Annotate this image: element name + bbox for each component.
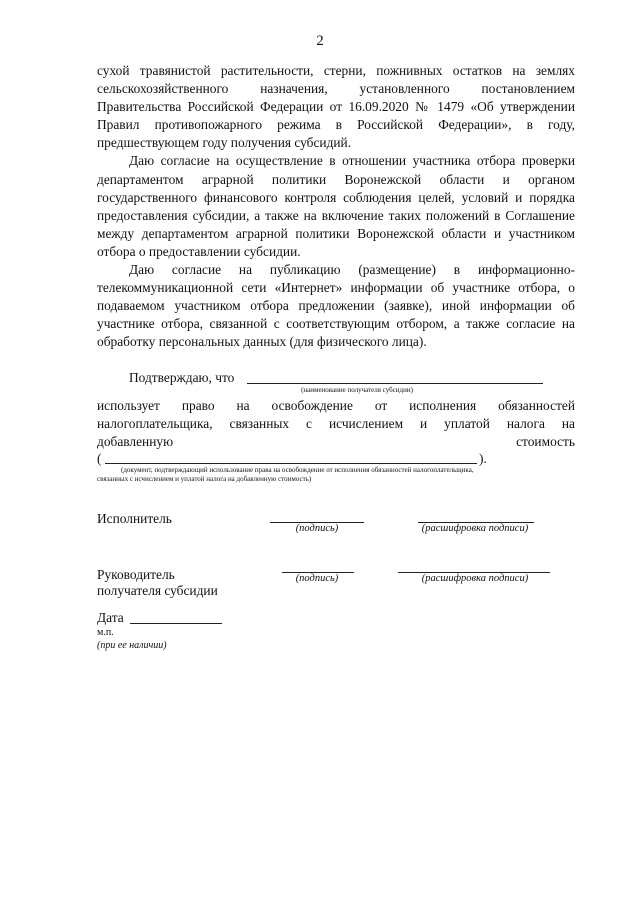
confirm-label: Подтверждаю, что — [129, 370, 235, 385]
document-caption-line-2: связанных с исчислением и уплатой налога на добавленную стоимость) — [97, 475, 312, 483]
paragraph-fire-regime: сухой травянистой растительности, стерни, пожнивных остатков на землях сельскохозяйственного назначения, установленного постановлением Правительства Российской Федерации от 16.09.2020 № 1479 «Об утверждении Правил противопожарного режима в Российской Федерации», в году, предшествующем году получения субсидий. — [97, 63, 575, 151]
executor-signature-caption: (подпись) — [295, 523, 339, 534]
vat-word-left: добавленную — [97, 434, 174, 449]
open-paren: ( — [97, 451, 102, 466]
close-paren: ). — [479, 451, 487, 466]
stamp-label: м.п. — [97, 627, 114, 638]
document-blank — [105, 463, 477, 464]
document-caption-line-1: (документ, подтверждающий использование права на освобождение от исполнения обязанностей налогоплательщика, — [121, 466, 474, 474]
stamp-note: (при ее наличии) — [97, 640, 167, 651]
uses-right-text: использует право на освобождение от исполнения обязанностей налогоплательщика, связанных с исчислением и уплатой налога на — [97, 398, 575, 432]
vat-word-right: стоимость — [516, 434, 575, 449]
paragraph-consent-publication: Даю согласие на публикацию (размещение) в информационно-телекоммуникационной сети «Интернет» информации об участнике отбора, о подаваемом участником отбора предложении (заявке), иной информации об участнике отбора, связанной с соответствующим отбором, а также согласие на обработку персональных данных (для физического лица). — [97, 262, 575, 350]
head-label-line-1: Руководитель — [97, 567, 175, 582]
date-label: Дата — [97, 610, 124, 625]
page-number: 2 — [316, 33, 324, 49]
head-signature-caption: (подпись) — [295, 573, 339, 584]
document-caption — [97, 466, 575, 484]
date-blank — [130, 623, 222, 624]
head-label-line-2: получателя субсидии — [97, 583, 218, 598]
head-decoding-caption: (расшифровка подписи) — [421, 573, 529, 584]
paragraph-consent-inspection: Даю согласие на осуществление в отношении участника отбора проверки департаментом аграрной политики Воронежской области и органом государственного финансового контроля соблюдения целей, условий и порядка предоставления субсидии, а также на включение таких положений в Соглашение между департаментом аграрной политики Воронежской области и участником отбора о предоставлении субсидии. — [97, 153, 575, 259]
executor-decoding-caption: (расшифровка подписи) — [421, 523, 529, 534]
recipient-name-blank — [247, 383, 543, 384]
recipient-name-caption: (наименование получателя субсидии) — [301, 386, 413, 394]
executor-label: Исполнитель — [97, 511, 172, 526]
body-text — [97, 62, 575, 352]
